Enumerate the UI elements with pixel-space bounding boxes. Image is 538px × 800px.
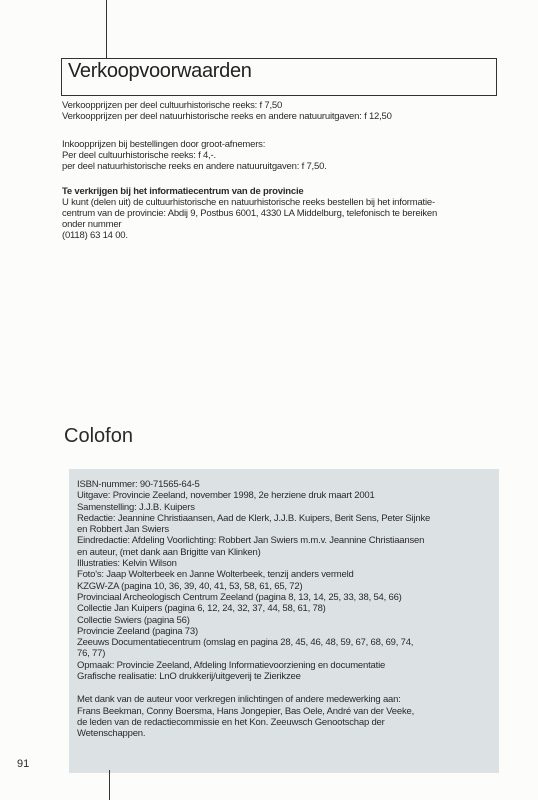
thanks-line: Met dank van de auteur voor verkregen inlichtingen of andere medewerking aan: bbox=[77, 694, 401, 706]
colofon-line: Collectie Swiers (pagina 56) bbox=[77, 614, 190, 626]
availability-line: U kunt (delen uit) de cultuurhistorische en natuurhistorische reeks bestellen bij het informatie- bbox=[62, 197, 435, 208]
colofon-line: Samenstelling: J.J.B. Kuipers bbox=[77, 501, 195, 513]
colofon-line: Redactie: Jeannine Christiaansen, Aad de Klerk, J.J.B. Kuipers, Berit Sens, Peter Sijnke bbox=[77, 512, 431, 524]
thanks-line: de leden van de redactiecommissie en het Kon. Zeeuwsch Genootschap der bbox=[77, 716, 385, 728]
colofon-line: Eindredactie: Afdeling Voorlichting: Robbert Jan Swiers m.m.v. Jeannine Christiaansen bbox=[77, 535, 425, 547]
colofon-line: ISBN-nummer: 90-71565-64-5 bbox=[77, 479, 200, 490]
selling-prices bbox=[62, 100, 392, 122]
section-title: Verkoopvoorwaarden bbox=[68, 59, 252, 82]
colofon-line: Illustraties: Kelvin Wilson bbox=[77, 558, 177, 570]
colofon-line: Provincie Zeeland (pagina 73) bbox=[77, 625, 198, 637]
thanks-line: Wetenschappen. bbox=[77, 728, 146, 740]
colofon-line: KZGW-ZA (pagina 10, 36, 39, 40, 41, 53, 58, 61, 65, 72) bbox=[77, 580, 303, 592]
availability-line: centrum van de provincie: Abdij 9, Postbus 6001, 4330 LA Middelburg, telefonisch te bereiken bbox=[62, 208, 438, 219]
colofon-title: Colofon bbox=[64, 425, 133, 447]
bulk-prices bbox=[62, 139, 327, 172]
availability-line: (0118) 63 14 00. bbox=[62, 230, 128, 241]
colofon-line: Collectie Jan Kuipers (pagina 6, 12, 24, 32, 37, 44, 58, 61, 78) bbox=[77, 603, 326, 615]
price-line: Verkoopprijzen per deel natuurhistorische reeks en andere natuuruitgaven: f 12,50 bbox=[62, 111, 392, 122]
colofon-line: Uitgave: Provincie Zeeland, november 1998, 2e herziene druk maart 2001 bbox=[77, 490, 375, 502]
colofon-text bbox=[77, 479, 430, 740]
bulk-line: per deel natuurhistorische reeks en andere natuuruitgaven: f 7,50. bbox=[62, 161, 327, 172]
bulk-line: Inkoopprijzen bij bestellingen door groot-afnemers: bbox=[62, 139, 266, 150]
availability-section bbox=[62, 186, 437, 241]
colofon-line: Grafische realisatie: LnO drukkerij/uitgeverij te Zierikzee bbox=[77, 671, 301, 683]
colofon-line: Zeeuws Documentatiecentrum (omslag en pagina 28, 45, 46, 48, 59, 67, 68, 69, 74, bbox=[77, 637, 414, 649]
price-line: Verkoopprijzen per deel cultuurhistorische reeks: f 7,50 bbox=[62, 100, 283, 111]
section-header-box bbox=[61, 58, 497, 96]
colofon-line: en Robbert Jan Swiers bbox=[77, 524, 169, 536]
thanks-line: Frans Beekman, Conny Boersma, Hans Jongepier, Bas Oele, André van der Veeke, bbox=[77, 705, 415, 717]
vertical-rule-top bbox=[106, 0, 107, 58]
colofon-line: Foto's: Jaap Wolterbeek en Janne Wolterbeek, tenzij anders vermeld bbox=[77, 569, 354, 581]
colofon-line: 76, 77) bbox=[77, 648, 106, 660]
page-number: 91 bbox=[17, 758, 30, 770]
colofon-line: en auteur, (met dank aan Brigitte van Klinken) bbox=[77, 546, 261, 558]
colofon-box bbox=[69, 469, 499, 773]
bulk-line: Per deel cultuurhistorische reeks: f 4,-. bbox=[62, 150, 216, 161]
vertical-rule-bottom bbox=[109, 770, 110, 800]
colofon-line: Opmaak: Provincie Zeeland, Afdeling Informatievoorziening en documentatie bbox=[77, 659, 386, 671]
colofon-line: Provinciaal Archeologisch Centrum Zeeland (pagina 8, 13, 14, 25, 33, 38, 54, 66) bbox=[77, 591, 402, 603]
availability-heading: Te verkrijgen bij het informatiecentrum van de provincie bbox=[62, 186, 304, 197]
availability-line: onder nummer bbox=[62, 219, 122, 230]
